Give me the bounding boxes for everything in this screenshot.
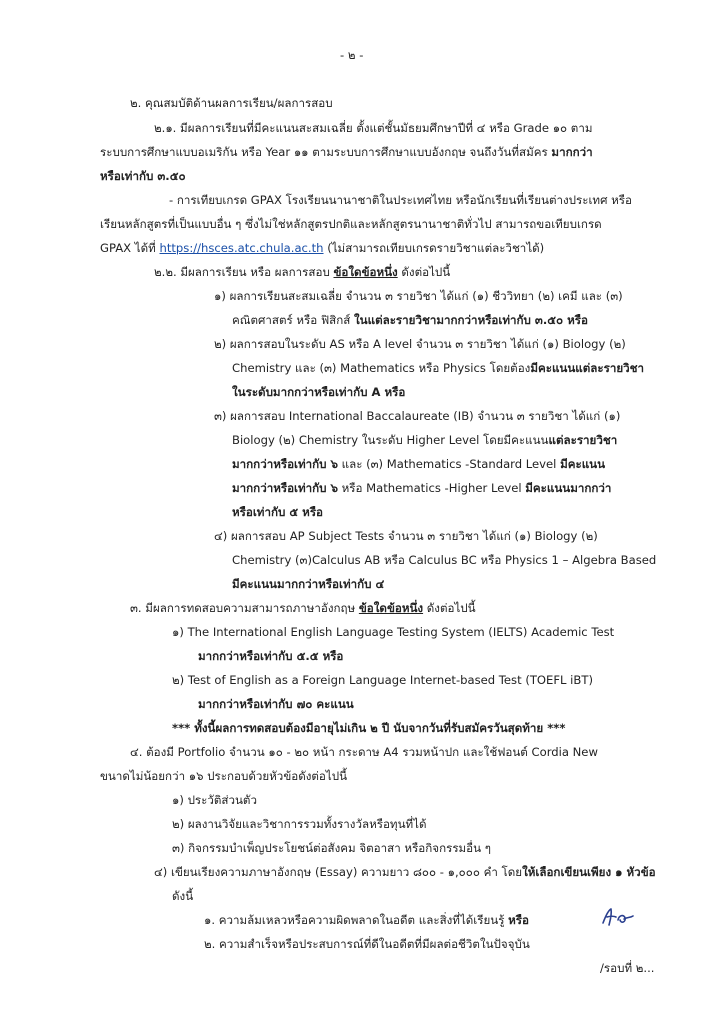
item-1-line-1: ๑) ผลการเรียนสะสมเฉลี่ย จำนวน ๓ รายวิชา ได้แก่ (๑) ชีววิทยา (๒) เคมี และ (๓) (214, 289, 623, 303)
section-4-line-2: ขนาดไม่น้อยกว่า ๑๖ ประกอบด้วยหัวข้อดังต่อไปนี้ (100, 769, 348, 783)
english-test-2-line-2: มากกว่าหรือเท่ากับ ๗๐ คะแนน (198, 697, 354, 711)
gpax-link[interactable]: https://hsces.atc.chula.ac.th (159, 241, 324, 255)
continuation-marker: /รอบที่ ๒... (600, 961, 655, 975)
item-2-line-1: ๒) ผลการสอบในระดับ AS หรือ A level จำนวน ๓ รายวิชา ได้แก่ (๑) Biology (๒) (214, 337, 626, 351)
item-4-line-2: Chemistry (๓)Calculus AB หรือ Calculus BC หรือ Physics 1 – Algebra Based (232, 553, 657, 567)
english-test-2-line-1: ๒) Test of English as a Foreign Language Internet-based Test (TOEFL iBT) (172, 673, 593, 687)
gpax-note-line-1: - การเทียบเกรด GPAX โรงเรียนนานาชาติในประเทศไทย หรือนักเรียนที่เรียนต่างประเทศ หรือ (169, 193, 632, 207)
portfolio-item-3: ๓) กิจกรรมบำเพ็ญประโยชน์ต่อสังคม จิตอาสา หรือกิจกรรมอื่น ๆ (172, 841, 491, 855)
item-1-line-2: คณิตศาสตร์ หรือ ฟิสิกส์ ในแต่ละรายวิชามากกว่าหรือเท่ากับ ๓.๕๐ หรือ (232, 313, 588, 327)
portfolio-item-2: ๒) ผลงานวิจัยและวิชาการรวมทั้งรางวัลหรือทุนที่ได้ (172, 817, 427, 831)
item-2-line-3: ในระดับมากกว่าหรือเท่ากับ A หรือ (232, 385, 406, 399)
test-validity-note: *** ทั้งนี้ผลการทดสอบต้องมีอายุไม่เกิน ๒ ปี นับจากวันที่รับสมัครวันสุดท้าย *** (172, 721, 566, 735)
section-2-1-line-3: หรือเท่ากับ ๓.๕๐ (100, 169, 186, 183)
essay-option-1: ๑. ความล้มเหลวหรือความผิดพลาดในอดีต และสิ่งที่ได้เรียนรู้ หรือ (204, 913, 529, 927)
portfolio-item-4-line-1: ๔) เขียนเรียงความภาษาอังกฤษ (Essay) ความยาว ๘๐๐ - ๑,๐๐๐ คำ โดยให้เลือกเขียนเพียง ๑ หัวข้อ (154, 865, 656, 879)
english-test-1-line-1: ๑) The International English Language Testing System (IELTS) Academic Test (172, 625, 615, 639)
section-4-line-1: ๔. ต้องมี Portfolio จำนวน ๑๐ - ๒๐ หน้า กระดาษ A4 รวมหน้าปก และใช้ฟอนต์ Cordia New (130, 745, 598, 759)
item-3-line-1: ๓) ผลการสอบ International Baccalaureate (IB) จำนวน ๓ รายวิชา ได้แก่ (๑) (214, 409, 621, 423)
item-4-line-1: ๔) ผลการสอบ AP Subject Tests จำนวน ๓ รายวิชา ได้แก่ (๑) Biology (๒) (214, 529, 598, 543)
item-2-line-2: Chemistry และ (๓) Mathematics หรือ Physics โดยต้องมีคะแนนแต่ละรายวิชา (232, 361, 645, 375)
portfolio-item-4-line-2: ดังนี้ (172, 889, 194, 903)
item-3-line-4: มากกว่าหรือเท่ากับ ๖ หรือ Mathematics -Higher Level มีคะแนนมากกว่า (232, 481, 612, 495)
english-test-1-line-2: มากกว่าหรือเท่ากับ ๕.๕ หรือ (198, 649, 344, 663)
section-2-1-line-1: ๒.๑. มีผลการเรียนที่มีคะแนนสะสมเฉลี่ย ตั้งแต่ชั้นมัธยมศึกษาปีที่ ๔ หรือ Grade ๑๐ ตาม (154, 121, 593, 135)
item-4-line-3: มีคะแนนมากกว่าหรือเท่ากับ ๔ (232, 577, 385, 591)
section-3-title: ๓. มีผลการทดสอบความสามารถภาษาอังกฤษ ข้อใดข้อหนึ่ง ดังต่อไปนี้ (130, 601, 476, 615)
page-number: - ๒ - (340, 48, 364, 62)
signature-initials (600, 906, 636, 928)
section-2-1-line-2: ระบบการศึกษาแบบอเมริกัน หรือ Year ๑๑ ตามระบบการศึกษาแบบอังกฤษ จนถึงวันที่สมัคร มากกว่า (100, 145, 593, 159)
portfolio-item-1: ๑) ประวัติส่วนตัว (172, 793, 257, 807)
section-2-2-title: ๒.๒. มีผลการเรียน หรือ ผลการสอบ ข้อใดข้อหนึ่ง ดังต่อไปนี้ (154, 265, 451, 279)
essay-option-2: ๒. ความสำเร็จหรือประสบการณ์ที่ดีในอดีตที่มีผลต่อชีวิตในปัจจุบัน (204, 937, 530, 951)
item-3-line-5: หรือเท่ากับ ๕ หรือ (232, 505, 324, 519)
gpax-note-line-3: GPAX ได้ที่ https://hsces.atc.chula.ac.th (ไม่สามารถเทียบเกรดรายวิชาแต่ละวิชาได้) (100, 241, 545, 255)
item-3-line-3: มากกว่าหรือเท่ากับ ๖ และ (๓) Mathematics -Standard Level มีคะแนน (232, 457, 606, 471)
item-3-line-2: Biology (๒) Chemistry ในระดับ Higher Level โดยมีคะแนนแต่ละรายวิชา (232, 433, 618, 447)
section-2-title: ๒. คุณสมบัติด้านผลการเรียน/ผลการสอบ (130, 96, 333, 110)
gpax-note-line-2: เรียนหลักสูตรที่เป็นแบบอื่น ๆ ซึ่งไม่ใช่หลักสูตรปกติและหลักสูตรนานาชาติทั่วไป สามารถขอเทียบเกรด (100, 217, 602, 231)
